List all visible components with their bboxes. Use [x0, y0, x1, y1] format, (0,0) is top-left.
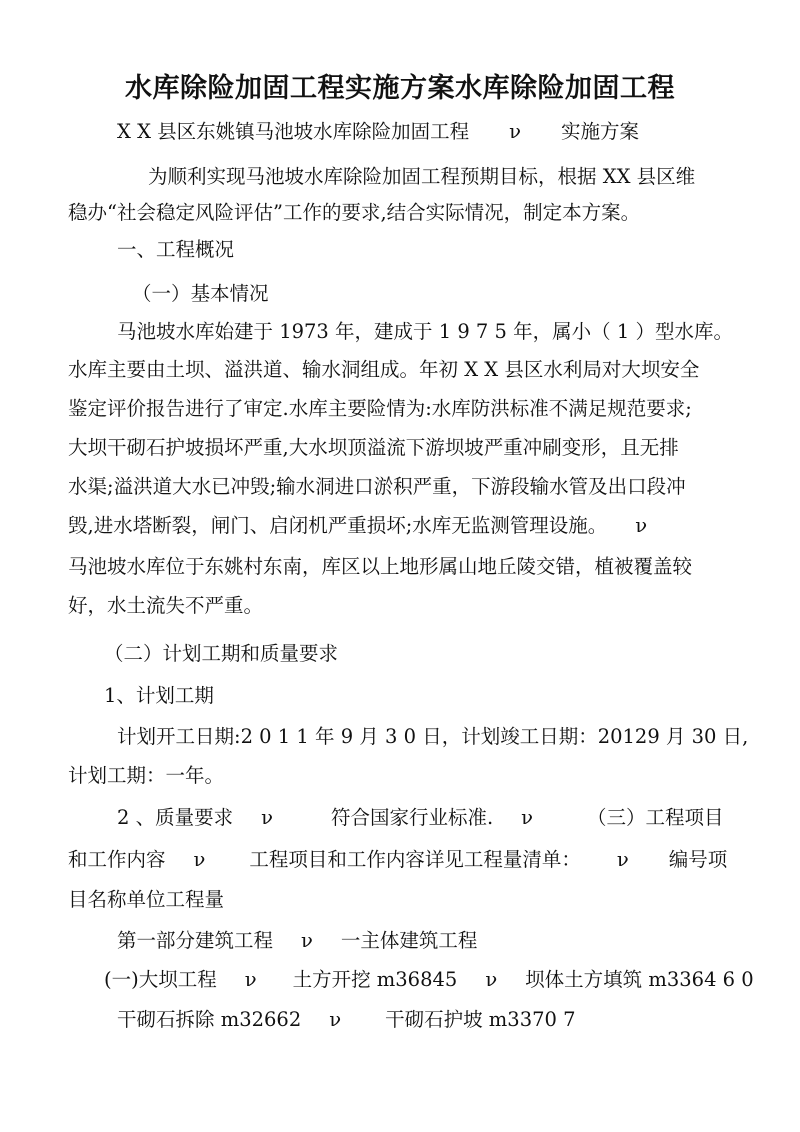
- item1-heading: 1、计划工期: [104, 684, 214, 707]
- work-label: 和工作内容: [68, 848, 166, 871]
- columns-line: 目名称单位工程量: [68, 888, 225, 911]
- basic-line-5: 水渠;溢洪道大水已冲毁;输水洞进口淤积严重，下游段输水管及出口段冲: [68, 475, 686, 498]
- basic-line-6-mark: ν: [635, 514, 648, 537]
- basic-line-4: 大坝干砌石护坡损坏严重,大水坝顶溢流下游坝坡严重冲刷变形，且无排: [68, 436, 679, 459]
- dam-label: (一)大坝工程: [104, 968, 217, 991]
- masonry-mark: ν: [329, 1008, 342, 1031]
- work-mark-1: ν: [193, 848, 206, 871]
- part1-label: 第一部分建筑工程: [117, 929, 274, 952]
- subtitle-right: 实施方案: [561, 120, 640, 143]
- masonry-item-2: 干砌石护坡 m3370 7: [385, 1008, 576, 1031]
- quality-mark-1: ν: [261, 806, 273, 829]
- masonry-item-1: 干砌石拆除 m32662: [117, 1008, 302, 1031]
- location-line-2: 好，水土流失不严重。: [68, 594, 264, 617]
- dam-item-1: 土方开挖 m36845: [292, 968, 458, 991]
- document-subtitle: [117, 118, 639, 146]
- schedule-line-2: 计划工期：一年。: [68, 764, 225, 787]
- quality-next: （三）工程项目: [587, 806, 724, 829]
- intro-line-2: 稳办“社会稳定风险评估”工作的要求,结合实际情况，制定本方案。: [68, 201, 641, 224]
- quality-mark-2: ν: [521, 806, 534, 829]
- quality-label: 2 、质量要求: [117, 806, 234, 829]
- sub2-heading: （二）计划工期和质量要求: [104, 642, 339, 665]
- document-title: 水库除险加固工程实施方案水库除险加固工程: [125, 73, 675, 104]
- schedule-line-1: 计划开工日期:2 0 1 1 年 9 月 3 0 日，计划竣工日期：20129 月 30 日,: [117, 725, 749, 748]
- intro-line-1: 为顺利实现马池坡水库除险加固工程预期目标，根据 XX 县区维: [148, 165, 696, 188]
- part1-mark: ν: [301, 929, 313, 952]
- basic-line-3: 鉴定评价报告进行了审定.水库主要险情为:水库防洪标准不满足规范要求;: [68, 397, 692, 420]
- basic-line-6-text: 毁,进水塔断裂，闸门、启闭机严重损坏;水库无监测管理设施。: [68, 514, 608, 537]
- masonry-line: [117, 1006, 576, 1034]
- work-line: [68, 846, 727, 874]
- basic-line-6: [68, 512, 647, 540]
- work-text: 工程项目和工作内容详见工程量清单：: [249, 848, 581, 871]
- quality-text: 符合国家行业标准.: [330, 806, 494, 829]
- basic-line-1: 马池坡水库始建于 1973 年，建成于 1 9 7 5 年，属小（ 1 ）型水库。: [117, 320, 733, 343]
- part1-next: 一主体建筑工程: [340, 929, 478, 952]
- work-mark-2: ν: [616, 848, 629, 871]
- work-next: 编号项: [668, 848, 728, 871]
- dam-line: [104, 966, 754, 994]
- section1-heading: 一、工程概况: [117, 238, 235, 261]
- part1-line: [117, 927, 477, 955]
- subtitle-mark: ν: [509, 120, 522, 143]
- quality-line: [117, 804, 724, 832]
- sub1-heading: （一）基本情况: [132, 282, 269, 305]
- dam-mark-1: ν: [244, 968, 257, 991]
- location-line-1: 马池坡水库位于东姚村东南，库区以上地形属山地丘陵交错，植被覆盖较: [68, 555, 693, 578]
- subtitle-left: X X 县区东姚镇马池坡水库除险加固工程: [117, 120, 470, 143]
- basic-line-2: 水库主要由土坝、溢洪道、输水洞组成。年初 X X 县区水利局对大坝安全: [68, 358, 700, 381]
- dam-mark-2: ν: [485, 968, 498, 991]
- dam-item-2: 坝体土方填筑 m3364 6 0: [525, 968, 754, 991]
